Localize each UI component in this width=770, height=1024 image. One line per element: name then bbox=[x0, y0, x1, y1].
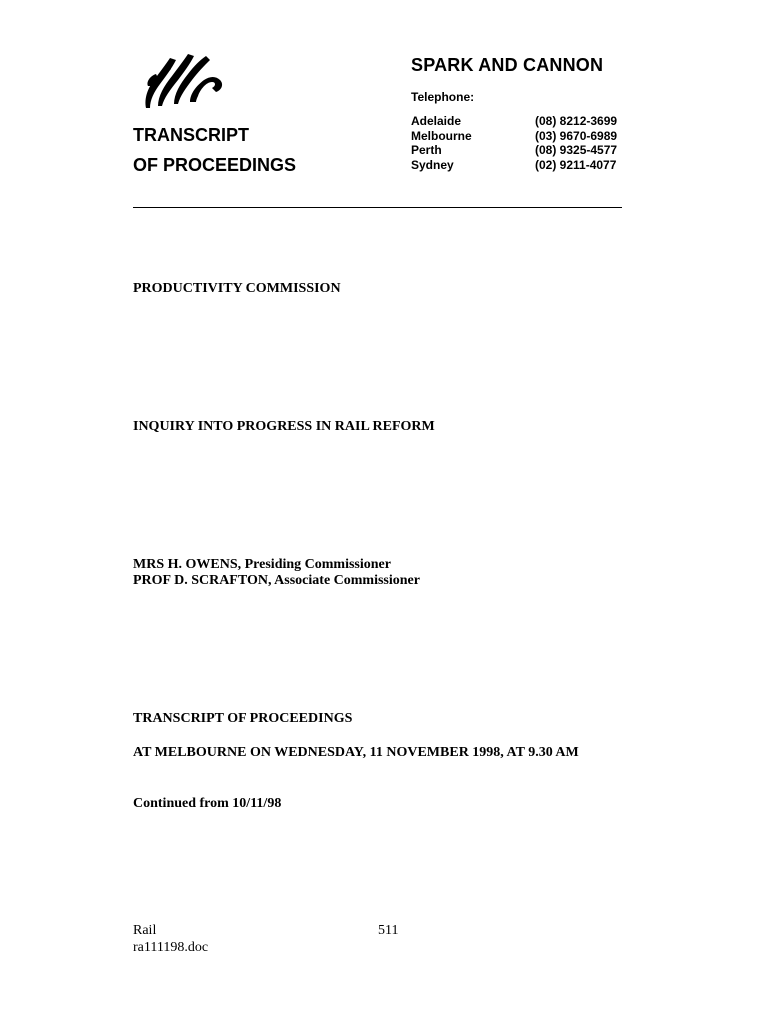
commission-name: PRODUCTIVITY COMMISSION bbox=[133, 281, 341, 296]
office-phone: (03) 9670-6989 bbox=[535, 128, 618, 143]
footer-section: Rail bbox=[133, 923, 157, 938]
office-row bbox=[411, 129, 631, 144]
header-divider bbox=[133, 207, 622, 208]
venue-date: AT MELBOURNE ON WEDNESDAY, 11 NOVEMBER 1998, AT 9.30 AM bbox=[133, 745, 579, 760]
office-phone: (02) 9211-4077 bbox=[535, 157, 617, 172]
office-row bbox=[411, 114, 631, 129]
ssc-logo-icon bbox=[140, 50, 226, 108]
office-city: Melbourne bbox=[411, 128, 472, 143]
telephone-label: Telephone: bbox=[411, 90, 475, 104]
office-city: Adelaide bbox=[411, 114, 462, 128]
office-row bbox=[411, 143, 631, 158]
office-phone: (08) 9325-4577 bbox=[535, 143, 618, 157]
office-city: Perth bbox=[411, 143, 442, 157]
office-row bbox=[411, 158, 631, 173]
footer-filename: ra111198.doc bbox=[133, 940, 209, 955]
proceedings-title: TRANSCRIPT OF PROCEEDINGS bbox=[133, 711, 353, 726]
continued-note: Continued from 10/11/98 bbox=[133, 796, 282, 811]
page-number: 511 bbox=[378, 923, 399, 938]
commissioner-line: PROF D. SCRAFTON, Associate Commissioner bbox=[133, 573, 420, 588]
inquiry-title: INQUIRY INTO PROGRESS IN RAIL REFORM bbox=[133, 419, 435, 434]
office-phone-list bbox=[411, 114, 631, 172]
company-name: SPARK AND CANNON bbox=[411, 55, 604, 75]
transcript-title-line1: TRANSCRIPT bbox=[133, 125, 249, 145]
office-phone: (08) 8212-3699 bbox=[535, 114, 618, 128]
office-city: Sydney bbox=[411, 157, 454, 172]
commissioner-line: MRS H. OWENS, Presiding Commissioner bbox=[133, 557, 391, 572]
transcript-title-line2: OF PROCEEDINGS bbox=[133, 155, 297, 175]
